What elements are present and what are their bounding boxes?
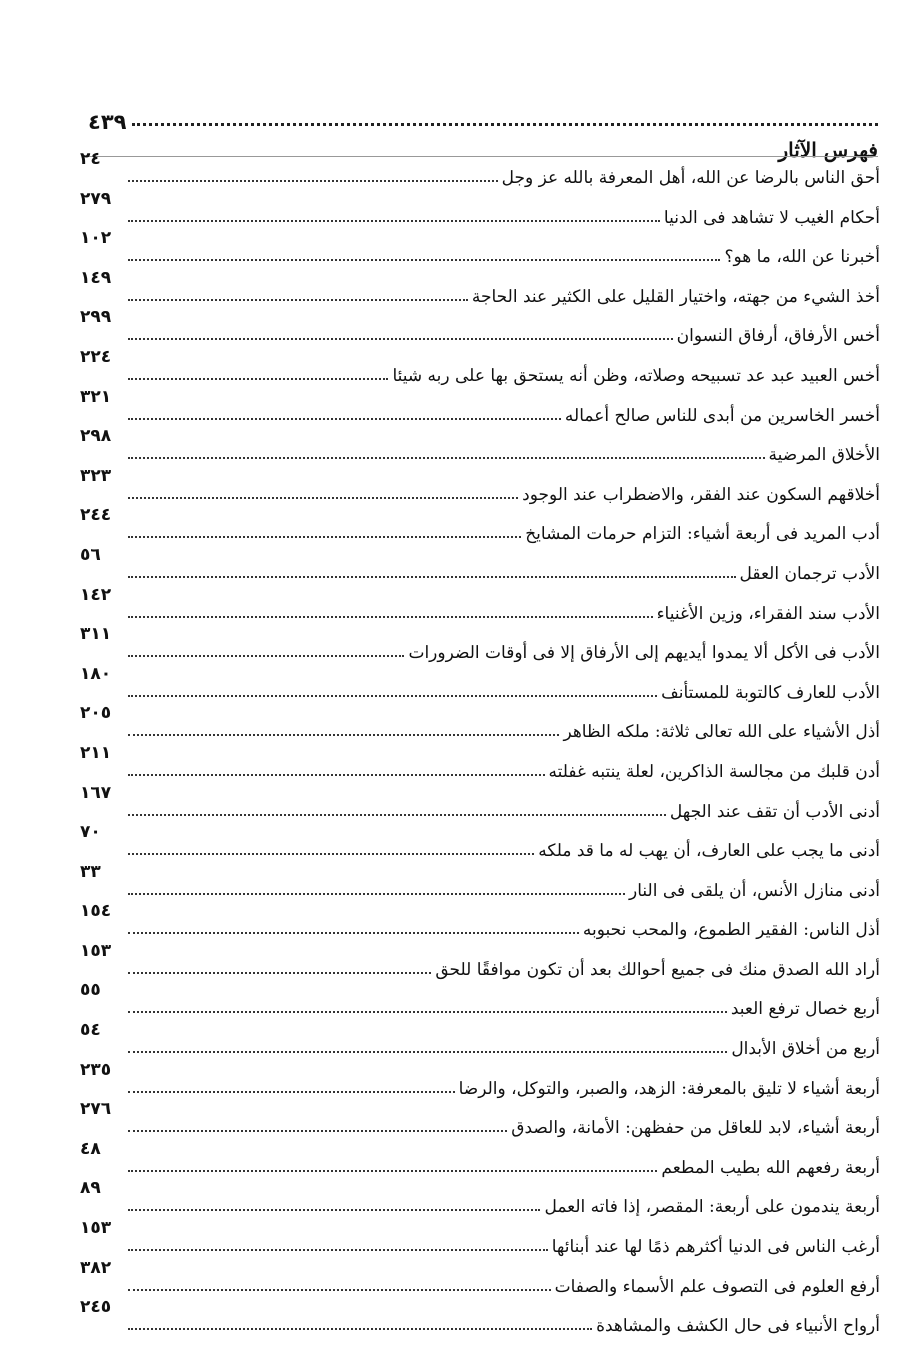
index-entry bbox=[80, 1019, 882, 1059]
leader-dots bbox=[128, 1249, 548, 1251]
header-row bbox=[88, 104, 878, 134]
entry-text: أحكام الغيب لا تشاهد فى الدنيا bbox=[663, 207, 880, 228]
entry-text: أربع من أخلاق الأبدال bbox=[731, 1039, 880, 1060]
index-entry bbox=[80, 940, 882, 980]
entry-page-number: ١٤٩ bbox=[80, 267, 112, 288]
index-entry bbox=[80, 346, 882, 386]
entry-page-number: ٢٤ bbox=[80, 149, 101, 169]
entry-text: أخس العبيد عبد عد تسبيحه وصلاته، وظن أنه يستحق بها على ربه شيئا bbox=[392, 365, 880, 386]
entry-text: الأدب سند الفقراء، وزين الأغنياء bbox=[656, 603, 880, 624]
entry-text: أربعة أشياء لا تليق بالمعرفة: الزهد، والصبر، والتوكل، والرضا bbox=[458, 1078, 880, 1099]
leader-dots bbox=[128, 418, 561, 420]
leader-dots bbox=[128, 1209, 540, 1211]
leader-dots bbox=[128, 774, 545, 776]
entry-text: أرواح الأنبياء فى حال الكشف والمشاهدة bbox=[596, 1316, 880, 1337]
leader-dots bbox=[128, 576, 736, 578]
entry-page-number: ٧٠ bbox=[80, 822, 101, 843]
entry-page-number: ١٠٢ bbox=[80, 228, 112, 249]
header-leader-dots bbox=[132, 122, 878, 126]
index-entry bbox=[80, 1098, 882, 1138]
entry-page-number: ٢٤٤ bbox=[80, 505, 112, 526]
entry-page-number: ٢٧٦ bbox=[80, 1099, 112, 1120]
entry-page-number: ٣٣ bbox=[80, 861, 101, 882]
entry-text: الأدب للعارف كالتوبة للمستأنف bbox=[661, 682, 880, 703]
entry-text: أذل الناس: الفقير الطموع، والمحب نحبوبه bbox=[582, 920, 880, 941]
entry-page-number: ١٤٢ bbox=[80, 584, 112, 605]
index-entry bbox=[80, 979, 882, 1019]
index-entry bbox=[80, 1177, 882, 1217]
leader-dots bbox=[128, 616, 653, 618]
leader-dots bbox=[128, 536, 521, 538]
entry-text: أربعة يندمون على أربعة: المقصر، إذا فاته العمل bbox=[544, 1197, 880, 1218]
leader-dots bbox=[128, 259, 720, 261]
index-entry bbox=[80, 1217, 882, 1257]
entry-text: أخذ الشيء من جهته، واختيار القليل على الكثير عند الحاجة bbox=[471, 286, 880, 307]
index-entry bbox=[80, 623, 882, 663]
entry-text: أحق الناس بالرضا عن الله، أهل المعرفة بالله عز وجل bbox=[501, 168, 880, 188]
entry-page-number: ٢٩٩ bbox=[80, 307, 112, 328]
entry-page-number: ١٥٣ bbox=[80, 1218, 112, 1239]
leader-dots bbox=[128, 734, 559, 736]
leader-dots bbox=[128, 299, 468, 301]
entry-text: أخلاقهم السكون عند الفقر، والاضطراب عند الوجود bbox=[522, 484, 880, 505]
index-entry bbox=[80, 306, 882, 346]
entry-page-number: ٢٧٩ bbox=[80, 188, 112, 209]
section-title: فهرس الآثار bbox=[778, 138, 878, 162]
entry-page-number: ٤٨ bbox=[80, 1138, 101, 1159]
entry-page-number: ١٥٤ bbox=[80, 901, 112, 922]
leader-dots bbox=[128, 220, 660, 222]
entry-text: أدنى الأدب أن تقف عند الجهل bbox=[669, 801, 880, 822]
entry-text: أربع خصال ترفع العبد bbox=[730, 999, 880, 1020]
leader-dots bbox=[128, 1130, 507, 1132]
index-entry bbox=[80, 821, 882, 861]
entry-page-number: ٢٣٥ bbox=[80, 1059, 112, 1080]
index-entry bbox=[80, 188, 882, 228]
index-entry bbox=[80, 504, 882, 544]
index-entry bbox=[80, 465, 882, 505]
entry-page-number: ٢٢٤ bbox=[80, 346, 112, 367]
index-entries bbox=[80, 148, 882, 1336]
leader-dots bbox=[128, 180, 498, 182]
index-entry bbox=[80, 544, 882, 584]
leader-dots bbox=[128, 1011, 727, 1013]
leader-dots bbox=[128, 338, 673, 340]
leader-dots bbox=[128, 1170, 657, 1172]
index-entry bbox=[80, 1257, 882, 1297]
entry-page-number: ١٨٠ bbox=[80, 663, 112, 684]
entry-page-number: ٣٨٢ bbox=[80, 1257, 112, 1278]
entry-text: الأخلاق المرضية bbox=[768, 445, 880, 466]
index-entry bbox=[80, 584, 882, 624]
index-entry bbox=[80, 663, 882, 703]
index-entry bbox=[80, 861, 882, 901]
entry-page-number: ٣٢١ bbox=[80, 386, 112, 407]
entry-text: أخسر الخاسرين من أبدى للناس صالح أعماله bbox=[564, 405, 880, 426]
leader-dots bbox=[128, 1051, 727, 1053]
index-entry bbox=[80, 1138, 882, 1178]
entry-text: أدن قلبك من مجالسة الذاكرين، لعلة ينتبه غفلته bbox=[548, 761, 880, 782]
index-entry bbox=[80, 1059, 882, 1099]
entry-text: الأدب فى الأكل ألا يمدوا أيديهم إلى الأرفاق إلا فى أوقات الضرورات bbox=[408, 643, 880, 664]
leader-dots bbox=[128, 972, 431, 974]
entry-text: أدنى ما يجب على العارف، أن يهب له ما قد ملكه bbox=[538, 841, 880, 862]
entry-text: أرفع العلوم فى التصوف علم الأسماء والصفات bbox=[554, 1276, 880, 1297]
entry-text: أدب المريد فى أربعة أشياء: التزام حرمات المشايخ bbox=[525, 524, 880, 545]
entry-page-number: ٢١١ bbox=[80, 742, 112, 763]
leader-dots bbox=[128, 457, 765, 459]
index-entry bbox=[80, 425, 882, 465]
entry-page-number: ٢٤٥ bbox=[80, 1297, 112, 1318]
index-entry bbox=[80, 782, 882, 822]
entry-page-number: ٢٠٥ bbox=[80, 703, 112, 724]
leader-dots bbox=[128, 695, 657, 697]
entry-page-number: ٥٥ bbox=[80, 980, 101, 1001]
entry-page-number: ١٥٣ bbox=[80, 940, 112, 961]
leader-dots bbox=[128, 655, 404, 657]
entry-text: أربعة رفعهم الله بطيب المطعم bbox=[661, 1157, 880, 1178]
entry-text: أربعة أشياء، لابد للعاقل من حفظهن: الأمانة، والصدق bbox=[511, 1118, 880, 1139]
leader-dots bbox=[128, 814, 666, 816]
entry-page-number: ٣٢٣ bbox=[80, 465, 112, 486]
index-entry bbox=[80, 702, 882, 742]
leader-dots bbox=[128, 1328, 592, 1330]
leader-dots bbox=[128, 378, 388, 380]
entry-text: أخبرنا عن الله، ما هو؟ bbox=[724, 247, 880, 268]
leader-dots bbox=[128, 1289, 551, 1291]
entry-text: أرغب الناس فى الدنيا أكثرهم ذمًا لها عند أبنائها bbox=[551, 1237, 880, 1258]
index-entry bbox=[80, 386, 882, 426]
entry-text: أراد الله الصدق منك فى جميع أحوالك بعد أن تكون موافقًا للحق bbox=[435, 959, 880, 980]
header-page-number: ٤٣٩ bbox=[88, 110, 127, 134]
entry-page-number: ٥٤ bbox=[80, 1020, 101, 1041]
entry-page-number: ٢٩٨ bbox=[80, 426, 112, 447]
index-entry bbox=[80, 742, 882, 782]
index-entry bbox=[80, 1296, 882, 1336]
index-entry bbox=[80, 227, 882, 267]
entry-page-number: ٣١١ bbox=[80, 624, 112, 645]
entry-page-number: ٨٩ bbox=[80, 1178, 101, 1199]
entry-page-number: ٥٦ bbox=[80, 544, 101, 565]
entry-text: أذل الأشياء على الله تعالى ثلاثة: ملكه الظاهر bbox=[563, 722, 880, 743]
leader-dots bbox=[128, 893, 625, 895]
entry-text: أخس الأرفاق، أرفاق النسوان bbox=[676, 326, 880, 347]
index-entry bbox=[80, 148, 882, 188]
leader-dots bbox=[128, 1091, 455, 1093]
entry-text: الأدب ترجمان العقل bbox=[739, 563, 880, 584]
index-entry bbox=[80, 267, 882, 307]
leader-dots bbox=[128, 932, 579, 934]
entry-page-number: ١٦٧ bbox=[80, 782, 112, 803]
index-entry bbox=[80, 900, 882, 940]
entry-text: أدنى منازل الأنس، أن يلقى فى النار bbox=[629, 880, 880, 901]
leader-dots bbox=[128, 853, 534, 855]
leader-dots bbox=[128, 497, 518, 499]
